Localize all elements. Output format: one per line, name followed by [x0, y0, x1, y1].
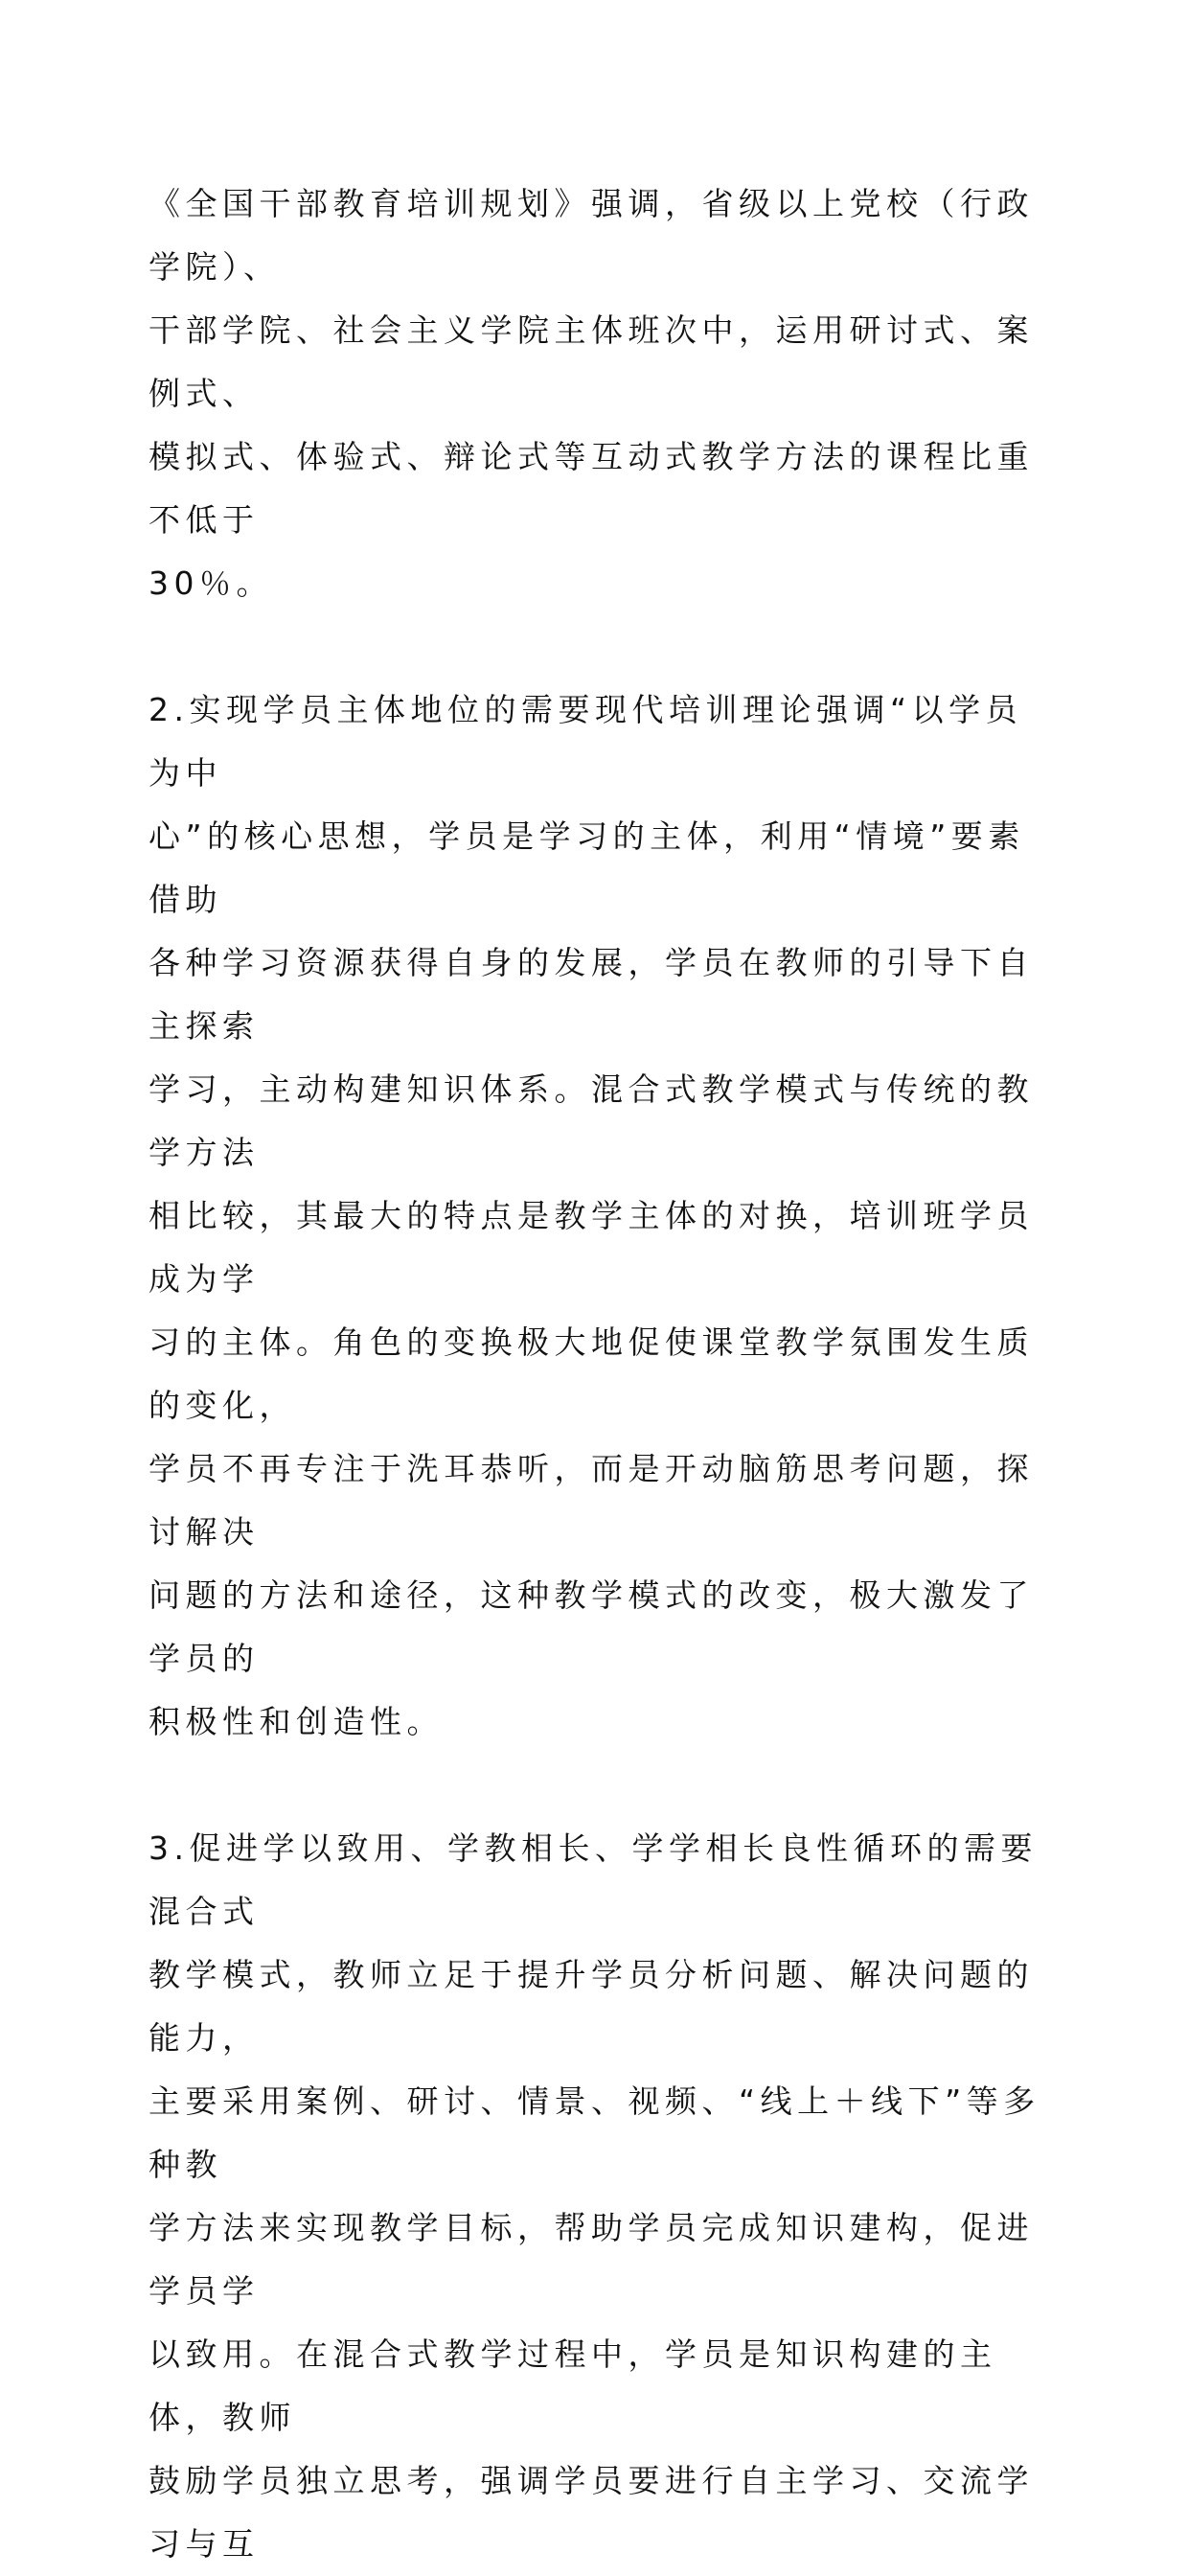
paragraph-student-subject: 2.实现学员主体地位的需要现代培训理论强调“以学员为中 心”的核心思想，学员是学习的主体，利用“情境”要素借助 各种学习资源获得自身的发展，学员在教师的引导下自主探索 学习，主动构建知识体系。混合式教学模式与传统的教学方法 相比较，其最大的特点是教学主体的对换，培训班学员成为学 习的主体。角色的变换极大地促使课堂教学氛围发生质的变化， 学员不再专注于洗耳恭听，而是开动脑筋思考问题，探讨解决 问题的方法和途径，这种教学模式的改变，极大激发了学员的 积极性和创造性。 — [148, 691, 1034, 1740]
paragraph-learning-application: 3.促进学以致用、学教相长、学学相长良性循环的需要混合式 教学模式，教师立足于提升学员分析问题、解决问题的能力， 主要采用案例、研讨、情景、视频、“线上＋线下”等多种教 学方法来实现教学目标，帮助学员完成知识建构，促进学员学 以致用。在混合式教学过程中，学员是知识构建的主体，教师 鼓励学员独立思考，强调学员要进行自主学习、交流学习与互 — [148, 1829, 1040, 2563]
paragraph-training-plan: 《全国干部教育培训规划》强调，省级以上党校（行政学院）、 干部学院、社会主义学院主体班次中，运用研讨式、案例式、 模拟式、体验式、辩论式等互动式教学方法的课程比重不低于 30％。 — [148, 185, 1034, 602]
document-body — [148, 172, 1054, 2576]
